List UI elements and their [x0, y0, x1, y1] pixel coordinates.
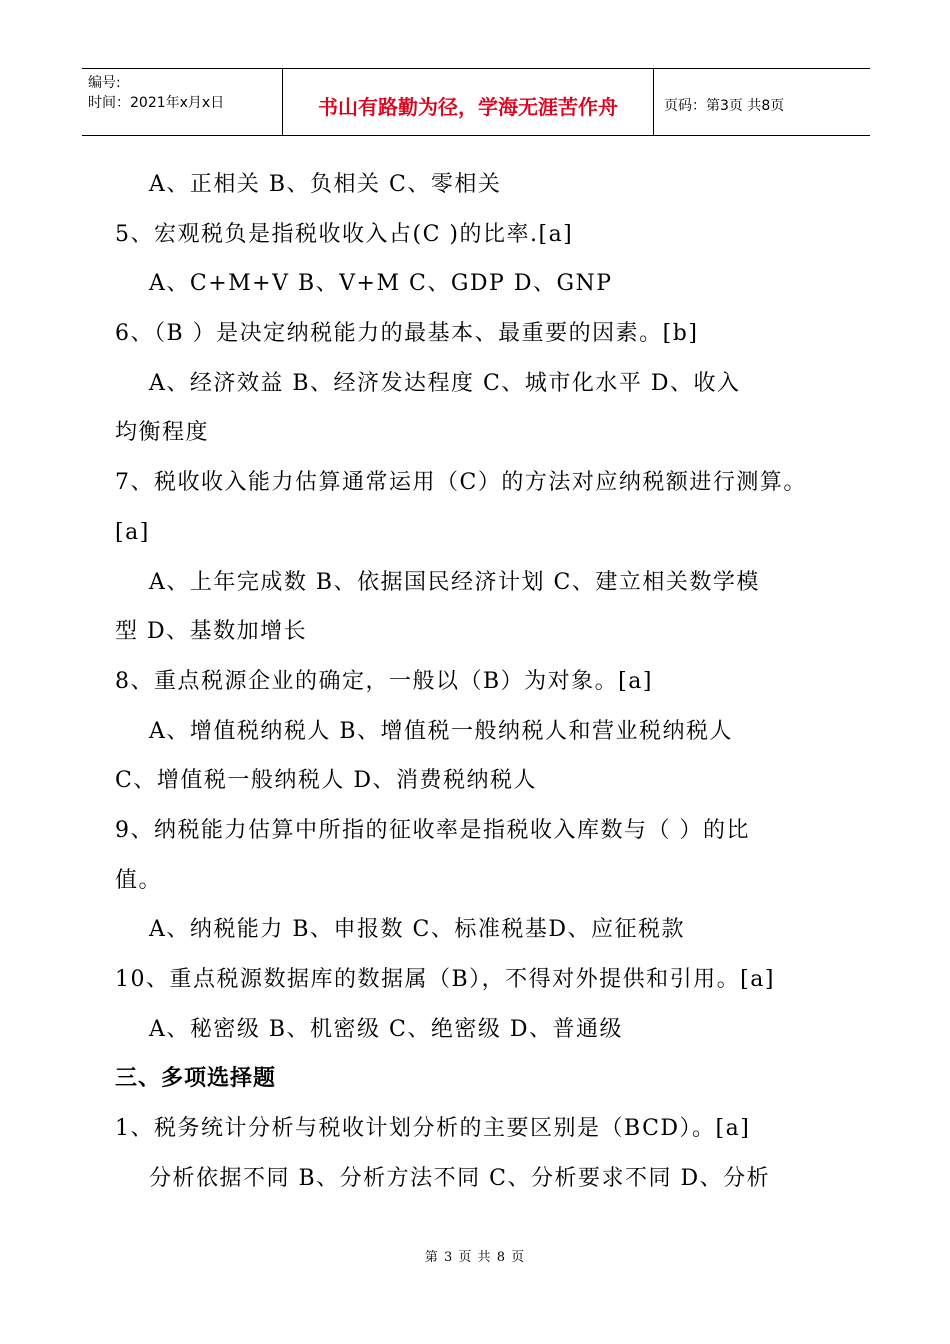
text-line: 型 D、基数加增长: [115, 619, 308, 645]
text-line: 9、纳税能力估算中所指的征收率是指税收入库数与（ ）的比: [115, 817, 750, 843]
text-line: [a]: [115, 519, 150, 545]
page-header: [82, 68, 870, 136]
text-line: A、正相关 B、负相关 C、零相关: [149, 172, 502, 197]
text-line: A、上年完成数 B、依据国民经济计划 C、建立相关数学模: [149, 569, 760, 595]
text-line: 分析依据不同 B、分析方法不同 C、分析要求不同 D、分析: [149, 1165, 771, 1191]
document-number-label: 编号:: [88, 75, 121, 91]
text-line: 均衡程度: [115, 420, 210, 446]
text-line: A、经济效益 B、经济发达程度 C、城市化水平 D、收入: [149, 370, 741, 396]
header-page-code: 页码：第3页 共8页: [664, 98, 785, 114]
document-body: [115, 160, 855, 1203]
text-line: 8、重点税源企业的确定，一般以（B）为对象。[a]: [115, 668, 653, 694]
text-line: A、增值税纳税人 B、增值税一般纳税人和营业税纳税人: [149, 718, 734, 744]
text-line: A、C+M+V B、V+M C、GDP D、GNP: [149, 271, 613, 297]
text-line: C、增值税一般纳税人 D、消费税纳税人: [115, 768, 537, 794]
text-line: 7、税收收入能力估算通常运用（C）的方法对应纳税额进行测算。: [115, 470, 807, 496]
text-line: 6、（B ）是决定纳税能力的最基本、最重要的因素。[b]: [115, 321, 699, 347]
page-footer: 第 3 页 共 8 页: [424, 1250, 526, 1265]
section-heading: 三、多项选择题: [115, 1066, 277, 1092]
header-motto: 书山有路勤为径，学海无涯苦作舟: [282, 69, 654, 135]
text-line: A、纳税能力 B、申报数 C、标准税基D、应征税款: [149, 917, 686, 943]
text-line: 10、重点税源数据库的数据属（B），不得对外提供和引用。[a]: [115, 967, 775, 992]
text-line: A、秘密级 B、机密级 C、绝密级 D、普通级: [149, 1016, 624, 1042]
text-line: 5、宏观税负是指税收收入占(C )的比率.[a]: [115, 221, 574, 247]
text-line: 1、税务统计分析与税收计划分析的主要区别是（BCD）。[a]: [115, 1116, 751, 1142]
document-time: 时间：2021年x月x日: [88, 95, 225, 111]
header-meta: [82, 69, 282, 135]
text-line: 值。: [115, 867, 163, 893]
